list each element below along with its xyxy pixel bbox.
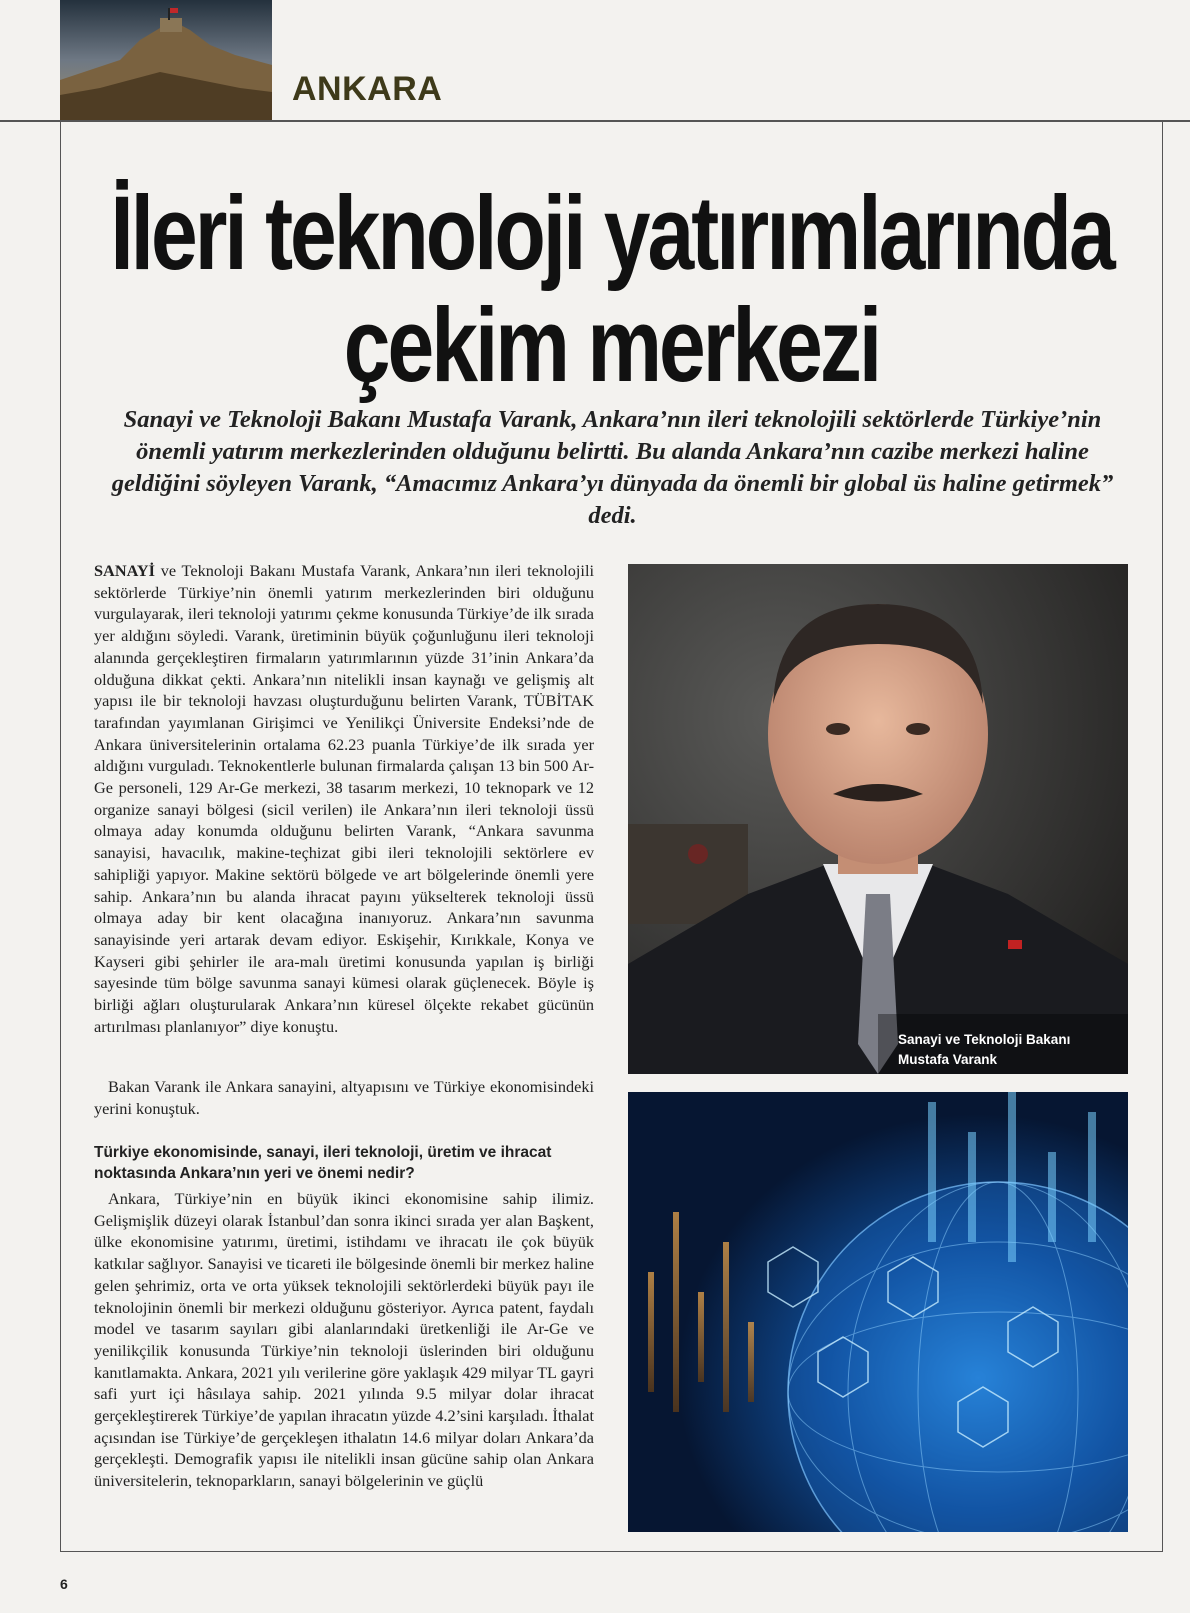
article-lead: Sanayi ve Teknoloji Bakanı Mustafa Varank, Ankara’nın ileri teknolojili sektörlerde Türkiye’nin önemli yatırım merkezlerinden olduğunu belirtti. Bu alanda Ankara’nın cazibe merkezi haline geldiğini söyleyen Varank, “Amacımız Ankara’yı dünyada da önemli bir global üs haline getirmek” dedi. xyxy=(111,406,1114,529)
article-title-line-1: İleri teknoloji yatırımlarında xyxy=(110,173,1113,292)
body-paragraph-3: Ankara, Türkiye’nin en büyük ikinci ekonomisine sahip ilimiz. Gelişmişlik düzeyi olarak İstanbul’dan sonra ikinci sırada yer alan Başkent, ülke ekonomisine yatırımı, üretimi, istihdamı ve ihracatı ile çok büyük katkılar sağlıyor. Sanayisi ve ticareti ile bölgesinde önemli bir merkez haline gelen şehrimiz, orta ve orta yüksek teknolojili sektörlerdeki büyük payı ile teknolojinin önemli bir merkezi olduğunu gösteriyor. Ayrıca patent, faydalı model ve tasarım sayıları gibi alanlarındaki üretkenliği ile Ar-Ge ve yenilikçilik konusunda Türkiye’nin teknoloji üslerinden biri olduğunu kanıtlamakta. Ankara, 2021 yılı verilerine göre yaklaşık 429 milyar TL gayri safi yurt içi hâsılaya sahip. 2021 yılında 9.5 milyar dolar ihracat gerçekleştirerek Türkiye’de yapılan ihracatın yüzde 4.2’sini karşıladı. İthalat açısından ise Türkiye’de gerçekleşen ithalatın 14.6 milyar doları Ankara’da gerçekleşti. Demografik yapısı ile nitelikli insan gücüne sahip olan Ankara üniversitelerin, teknoparkların, sanayi bölgelerinin ve güçlü xyxy=(94,1189,594,1491)
section-label: ANKARA xyxy=(292,70,443,108)
technology-illustration xyxy=(628,1092,1128,1532)
header-city-photo xyxy=(60,0,272,120)
body-paragraph-1 xyxy=(94,560,594,1037)
interview-question: Türkiye ekonomisinde, sanayi, ileri teknoloji, üretim ve ihracat noktasında Ankara’nın yeri ve önemi nedir? xyxy=(94,1144,552,1182)
page-number: 6 xyxy=(60,1576,68,1592)
photo-caption xyxy=(898,1030,1070,1070)
photo-caption-line-2: Mustafa Varank xyxy=(898,1052,998,1067)
portrait-photo xyxy=(628,564,1128,1074)
body-paragraph-1-text: ve Teknoloji Bakanı Mustafa Varank, Ankara’nın ileri teknolojili sektörlerde Türkiye’nin önemli yatırım merkezlerinden biri olduğunu vurgulayarak, ileri teknoloji yatırımı çekme konusunda Türkiye’de ilk sırada yer aldığını söyledi. Varank, üretiminin büyük çoğunluğunu ileri teknoloji alanında gerçekleştiren firmaların yatırımlarının yüzde 31’inin Ankara’da olduğuna dikkat çekti. Ankara’nın nitelikli insan kaynağı ve gelişmiş alt yapısı ile bir teknoloji havzası oluşturduğunu belirten Varank, TÜBİTAK tarafından yayımlanan Girişimci ve Yenilikçi Üniversite Endeksi’nde de Ankara üniversitelerinin ortalama 62.23 puanla Türkiye’de ilk sırada yer aldığını vurguladı. Teknokentlerle bulunan firmalarda çalışan 13 bin 500 Ar-Ge personeli, 129 Ar-Ge merkezi, 38 tasarım merkezi, 10 teknopark ve 12 organize sanayi bölgesi (sicil verilen) ile Ankara’nın ileri teknoloji üssü olmaya aday konumda olduğunu belirten Varank, “Ankara savunma sanayisi, havacılık, makine-teçhizat gibi ileri teknolojili sektörlere ev sahipliği yapıyor. Makine sektörü bölgede ve art bölgelerinde önemli yere sahip. Ankara’nın bu alanda ihracat payını yükselterek teknoloji üssü olmaya aday bir kent olacağına inanıyoruz. Ankara’nın savunma sanayisinde yeri artarak devam ediyor. Eskişehir, Kırıkkale, Konya ve Kayseri gibi şehirler ile ara-malı üretimi konusunda yapılan iş birliği sayesinde tüm bölge savunma sanayi kümesi olarak güçlenecek. Böyle iş birliği ağları oluşturularak Ankara’nın küresel ölçekte rekabet gücünün artırılması planlanıyor” diye konuştu. xyxy=(94,561,594,1036)
article-title-line-2: çekim merkezi xyxy=(343,285,880,404)
drop-word: SANAYİ xyxy=(94,561,155,580)
body-paragraph-2: Bakan Varank ile Ankara sanayini, altyapısını ve Türkiye ekonomisindeki yerini konuştuk. xyxy=(94,1077,594,1118)
photo-caption-line-1: Sanayi ve Teknoloji Bakanı xyxy=(898,1032,1071,1047)
